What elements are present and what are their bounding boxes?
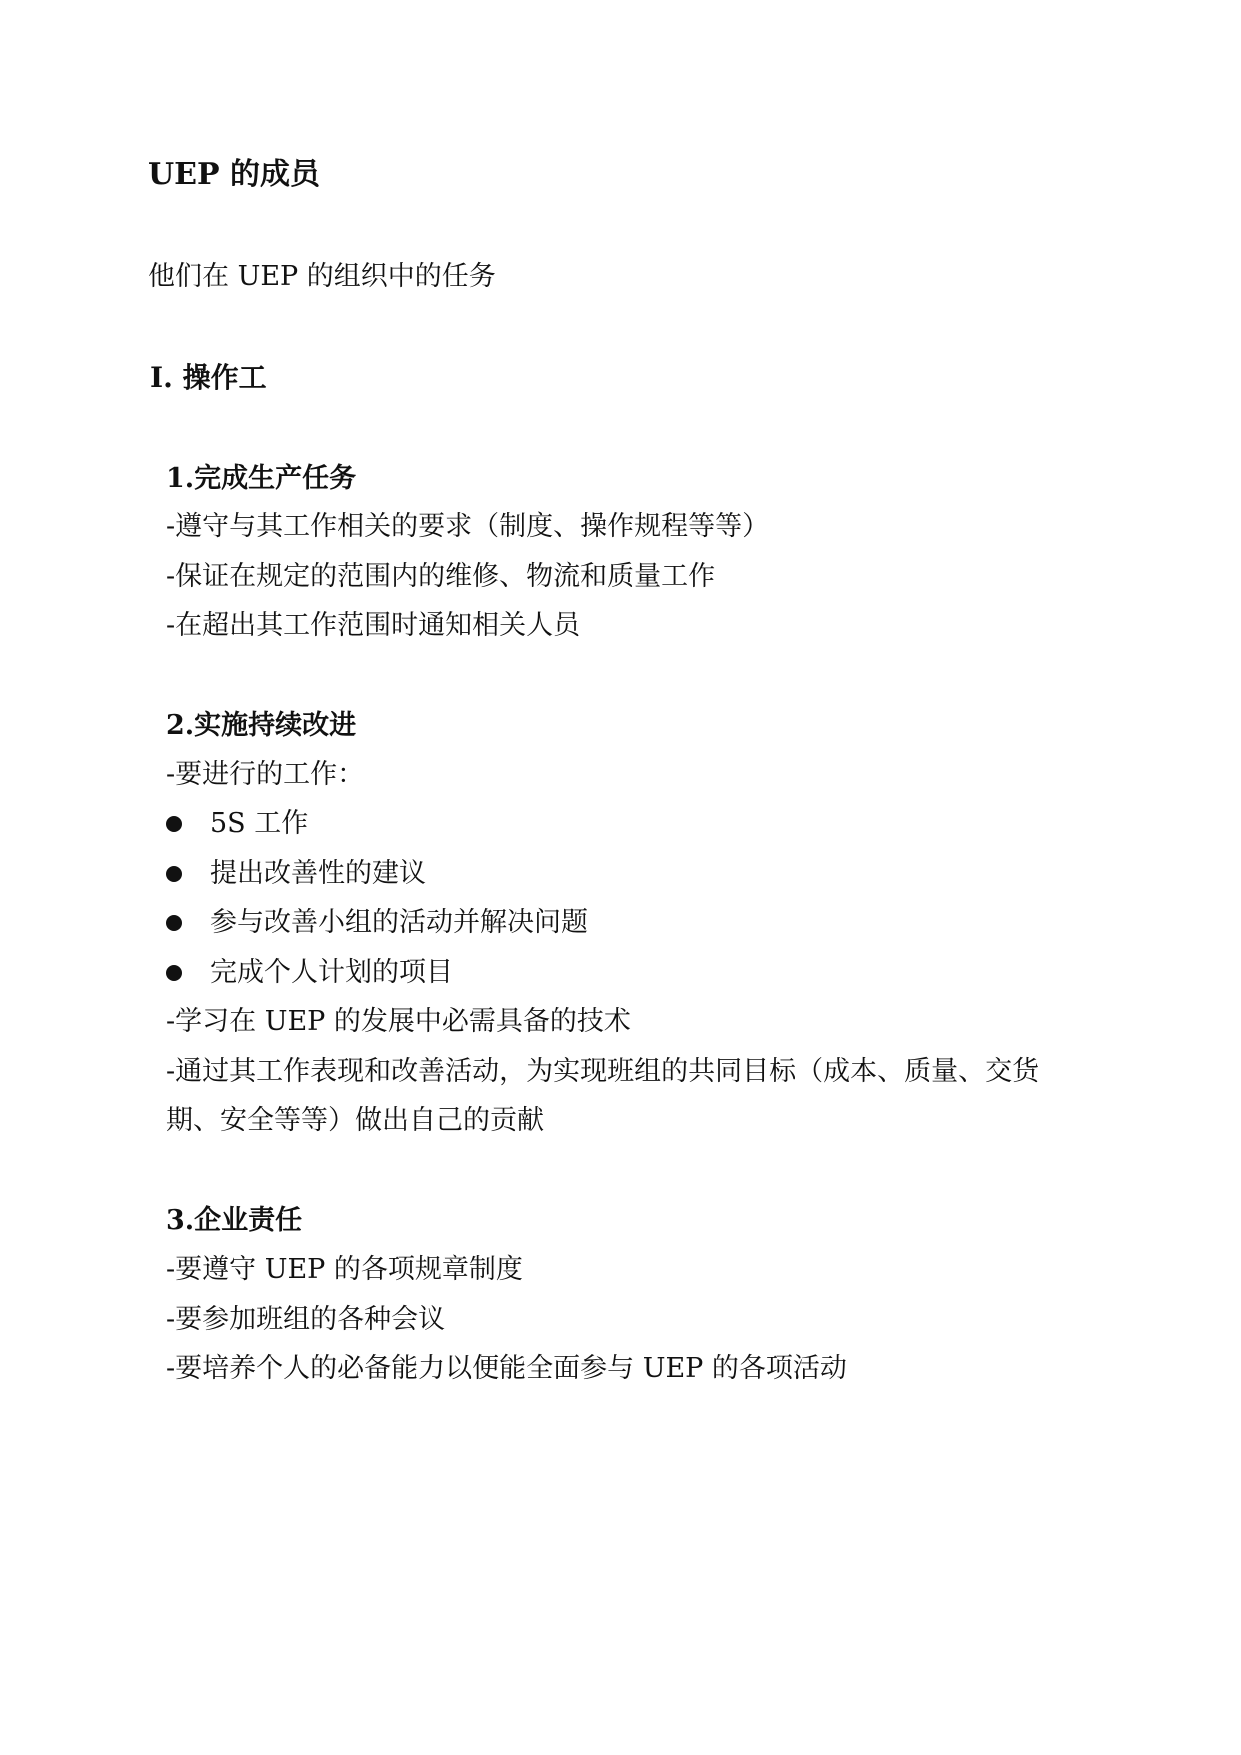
bullet-item — [166, 810, 308, 837]
item-2-line-1: -学习在 UEP 的发展中必需具备的技术 — [166, 1006, 631, 1037]
bullet-dot-icon — [166, 915, 182, 931]
item-1-line-2: -保证在规定的范围内的维修、物流和质量工作 — [166, 561, 716, 592]
bullet-text: 参与改善小组的活动并解决问题 — [210, 907, 588, 938]
item-1-line-1: -遵守与其工作相关的要求（制度、操作规程等等） — [166, 511, 770, 542]
bullet-dot-icon — [166, 965, 182, 981]
item-1-heading: 1.完成生产任务 — [166, 463, 357, 494]
section-heading: Ⅰ. 操作工 — [150, 361, 267, 394]
bullet-text: 完成个人计划的项目 — [210, 957, 453, 988]
bullet-dot-icon — [166, 866, 182, 882]
bullet-text: 提出改善性的建议 — [210, 858, 426, 889]
bullet-item — [166, 860, 426, 887]
document-subtitle: 他们在 UEP 的组织中的任务 — [148, 261, 496, 292]
bullet-text: 5S 工作 — [210, 808, 309, 839]
item-2-line-3: 期、安全等等）做出自己的贡献 — [166, 1105, 544, 1136]
item-1-line-3: -在超出其工作范围时通知相关人员 — [166, 610, 581, 641]
item-3-line-1: -要遵守 UEP 的各项规章制度 — [166, 1254, 523, 1285]
item-2-heading: 2.实施持续改进 — [166, 710, 357, 741]
document-title: UEP 的成员 — [148, 157, 321, 192]
item-3-line-3: -要培养个人的必备能力以便能全面参与 UEP 的各项活动 — [166, 1353, 847, 1384]
item-3-heading: 3.企业责任 — [166, 1205, 303, 1236]
item-2-intro: -要进行的工作： — [166, 759, 365, 790]
item-2-line-2: -通过其工作表现和改善活动，为实现班组的共同目标（成本、质量、交货 — [166, 1056, 1040, 1087]
bullet-item — [166, 909, 588, 936]
bullet-item — [166, 959, 453, 986]
bullet-dot-icon — [166, 816, 182, 832]
item-3-line-2: -要参加班组的各种会议 — [166, 1304, 446, 1335]
